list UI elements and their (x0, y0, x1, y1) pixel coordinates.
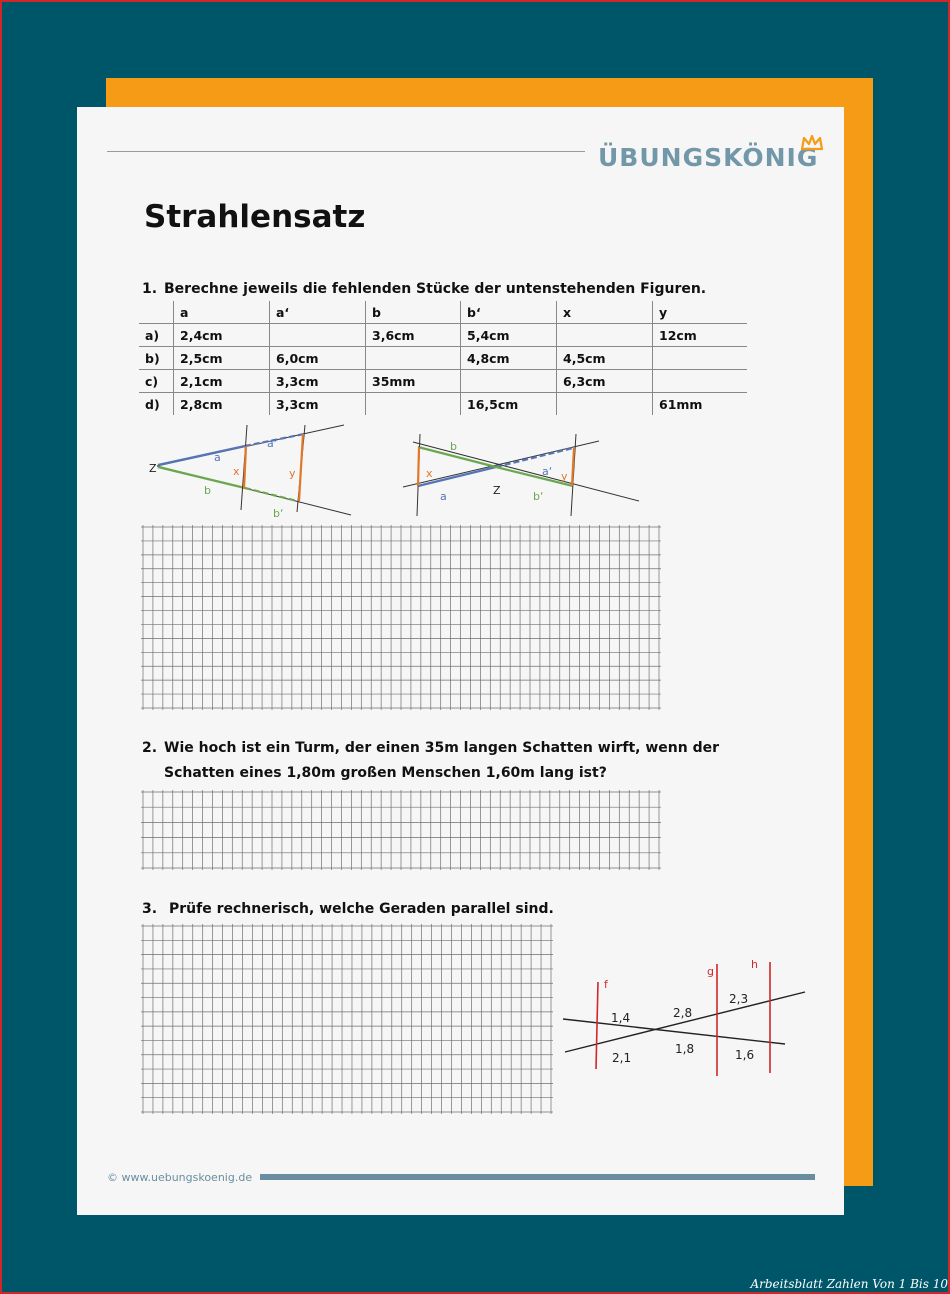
table-cell (461, 370, 557, 393)
values-table (139, 301, 747, 415)
row-label: c) (139, 370, 174, 393)
task1-text: Berechne jeweils die fehlenden Stücke der untenstehenden Figuren. (164, 281, 707, 297)
table-cell (366, 393, 461, 416)
row-label: b) (139, 347, 174, 370)
grid-area-2 (141, 790, 661, 870)
row-label: a) (139, 324, 174, 347)
task2-number: 2. (142, 740, 158, 756)
segment-b (418, 447, 496, 467)
label-y: y (289, 467, 296, 480)
table-row (139, 393, 747, 416)
table-header: x (557, 301, 653, 324)
segment-y (572, 448, 574, 486)
label-g: g (707, 965, 714, 978)
value-label: 1,8 (675, 1042, 695, 1056)
value-label: 2,3 (729, 992, 749, 1006)
table-header: b‘ (461, 301, 557, 324)
label-f: f (604, 978, 608, 991)
label-b-prime: b‘ (273, 507, 284, 517)
label-z: Z (149, 462, 157, 475)
table-cell: 61mm (653, 393, 748, 416)
image-caption: Arbeitsblatt Zahlen Von 1 Bis 10 (750, 1277, 948, 1291)
table-header: a‘ (270, 301, 366, 324)
segment-x (244, 446, 246, 489)
value-label: 1,6 (735, 1048, 755, 1062)
table-cell: 2,8cm (174, 393, 270, 416)
value-label: 2,1 (612, 1051, 632, 1065)
segment-y (299, 434, 303, 501)
grid-area-3 (141, 924, 553, 1114)
header-rule (107, 151, 585, 152)
brand-logo: ÜBUNGSKÖNIG (598, 143, 819, 172)
label-a: a (440, 490, 447, 503)
table-cell: 5,4cm (461, 324, 557, 347)
segment-a (158, 446, 245, 465)
table-cell: 35mm (366, 370, 461, 393)
table-cell (366, 347, 461, 370)
table-cell (653, 347, 748, 370)
label-x: x (426, 467, 433, 480)
table-cell: 4,8cm (461, 347, 557, 370)
table-cell: 3,3cm (270, 393, 366, 416)
table-header: b (366, 301, 461, 324)
grid-area-1 (141, 525, 661, 710)
figure-x-shape (397, 430, 642, 520)
table-cell: 2,5cm (174, 347, 270, 370)
task1-number: 1. (142, 281, 158, 297)
table-corner (139, 301, 174, 324)
ray-line-2 (413, 442, 639, 501)
table-cell: 2,4cm (174, 324, 270, 347)
task2-line2: Schatten eines 1,80m großen Menschen 1,60m lang ist? (164, 765, 607, 781)
label-x: x (233, 465, 240, 478)
footer-bar (260, 1174, 815, 1180)
table-cell: 6,3cm (557, 370, 653, 393)
label-y: y (561, 470, 568, 483)
label-z: Z (493, 484, 501, 497)
label-b: b (204, 484, 211, 497)
table-row (139, 370, 747, 393)
table-cell: 2,1cm (174, 370, 270, 393)
table-cell (557, 393, 653, 416)
table-cell: 3,6cm (366, 324, 461, 347)
value-label: 2,8 (673, 1006, 693, 1020)
label-a-prime: a‘ (542, 465, 553, 478)
table-cell (270, 324, 366, 347)
value-label: 1,4 (611, 1011, 631, 1025)
label-b-prime: b‘ (533, 490, 544, 503)
table-header: a (174, 301, 270, 324)
label-b: b (450, 440, 457, 453)
table-cell: 16,5cm (461, 393, 557, 416)
task3-text: Prüfe rechnerisch, welche Geraden parallel sind. (169, 901, 554, 917)
segment-x (418, 447, 419, 486)
row-label: d) (139, 393, 174, 416)
table-cell: 12cm (653, 324, 748, 347)
table-header: y (653, 301, 748, 324)
label-a-prime: a‘ (267, 437, 278, 450)
table-row (139, 347, 747, 370)
table-cell: 3,3cm (270, 370, 366, 393)
table-cell: 6,0cm (270, 347, 366, 370)
worksheet (77, 107, 844, 1215)
task2-line1: Wie hoch ist ein Turm, der einen 35m langen Schatten wirft, wenn der (164, 740, 720, 756)
figure-v-shape (147, 417, 357, 517)
footer-url[interactable]: © www.uebungskoenig.de (107, 1171, 253, 1184)
crown-icon (801, 135, 823, 151)
segment-a-prime (496, 448, 573, 467)
table-header-row (139, 301, 747, 324)
table-cell: 4,5cm (557, 347, 653, 370)
table-row (139, 324, 747, 347)
segment-b (158, 467, 245, 488)
line-f (596, 982, 598, 1069)
task3-number: 3. (142, 901, 158, 917)
figure-parallel-check (557, 952, 812, 1082)
label-h: h (751, 958, 758, 971)
page-title: Strahlensatz (144, 199, 366, 235)
table-cell (557, 324, 653, 347)
table-cell (653, 370, 748, 393)
label-a: a (214, 451, 221, 464)
